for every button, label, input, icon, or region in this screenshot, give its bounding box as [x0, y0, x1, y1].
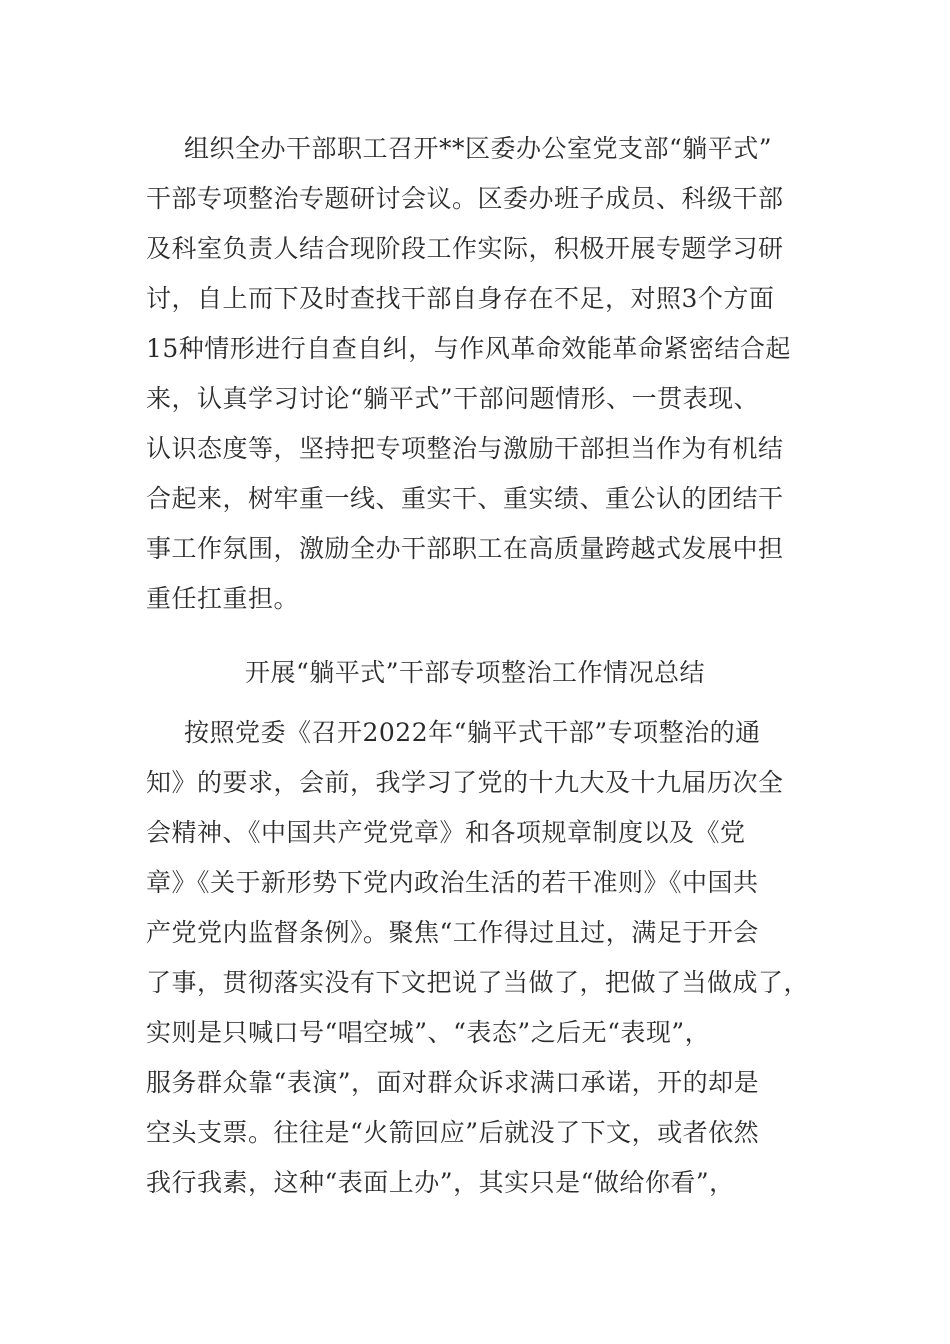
paragraph-1-line: 组织全办干部职工召开**区委办公室党支部“躺平式” — [184, 134, 773, 163]
paragraph-2-line: 我行我素，这种“表面上办”，其实只是“做给你看”， — [146, 1168, 735, 1197]
paragraph-1-line: 重任扛重担。 — [146, 584, 300, 613]
paragraph-2-line: 章》《关于新形势下党内政治生活的若干准则》《中国共 — [146, 868, 759, 897]
paragraph-1-line: 合起来，树牢重一线、重实干、重实绩、重公认的团结干 — [146, 484, 784, 513]
paragraph-1-line: 事工作氛围，激励全办干部职工在高质量跨越式发展中担 — [146, 534, 784, 563]
paragraph-1-line: 15种情形进行自查自纠，与作风革命效能革命紧密结合起 — [146, 334, 791, 363]
paragraph-1-line: 干部专项整治专题研讨会议。区委办班子成员、科级干部 — [146, 184, 784, 213]
paragraph-2-line: 了事，贯彻落实没有下文把说了当做了，把做了当做成了， — [146, 968, 810, 997]
paragraph-2-line: 产党党内监督条例》。聚焦“工作得过且过，满足于开会 — [146, 918, 759, 947]
paragraph-2-line: 按照党委《召开2022年“躺平式干部”专项整治的通 — [184, 718, 761, 747]
paragraph-2-line: 服务群众靠“表演”，面对群众诉求满口承诺，开的却是 — [146, 1068, 760, 1097]
paragraph-2-line: 会精神、《中国共产党党章》和各项规章制度以及《党 — [146, 818, 746, 847]
paragraph-2-line: 知》的要求，会前，我学习了党的十九大及十九届历次全 — [146, 768, 784, 797]
section-heading: 开展“躺平式”干部专项整治工作情况总结 — [244, 658, 706, 687]
paragraph-1-line: 讨，自上而下及时查找干部自身存在不足，对照3个方面 — [146, 284, 775, 313]
paragraph-1-line: 认识态度等，坚持把专项整治与激励干部担当作为有机结 — [146, 434, 784, 463]
paragraph-2-line: 实则是只喊口号“唱空城”、“表态”之后无“表现”， — [146, 1018, 711, 1047]
paragraph-2-line: 空头支票。往往是“火箭回应”后就没了下文，或者依然 — [146, 1118, 760, 1147]
paragraph-1-line: 来，认真学习讨论“躺平式”干部问题情形、一贯表现、 — [146, 384, 760, 413]
paragraph-1-line: 及科室负责人结合现阶段工作实际，积极开展专题学习研 — [146, 234, 784, 263]
